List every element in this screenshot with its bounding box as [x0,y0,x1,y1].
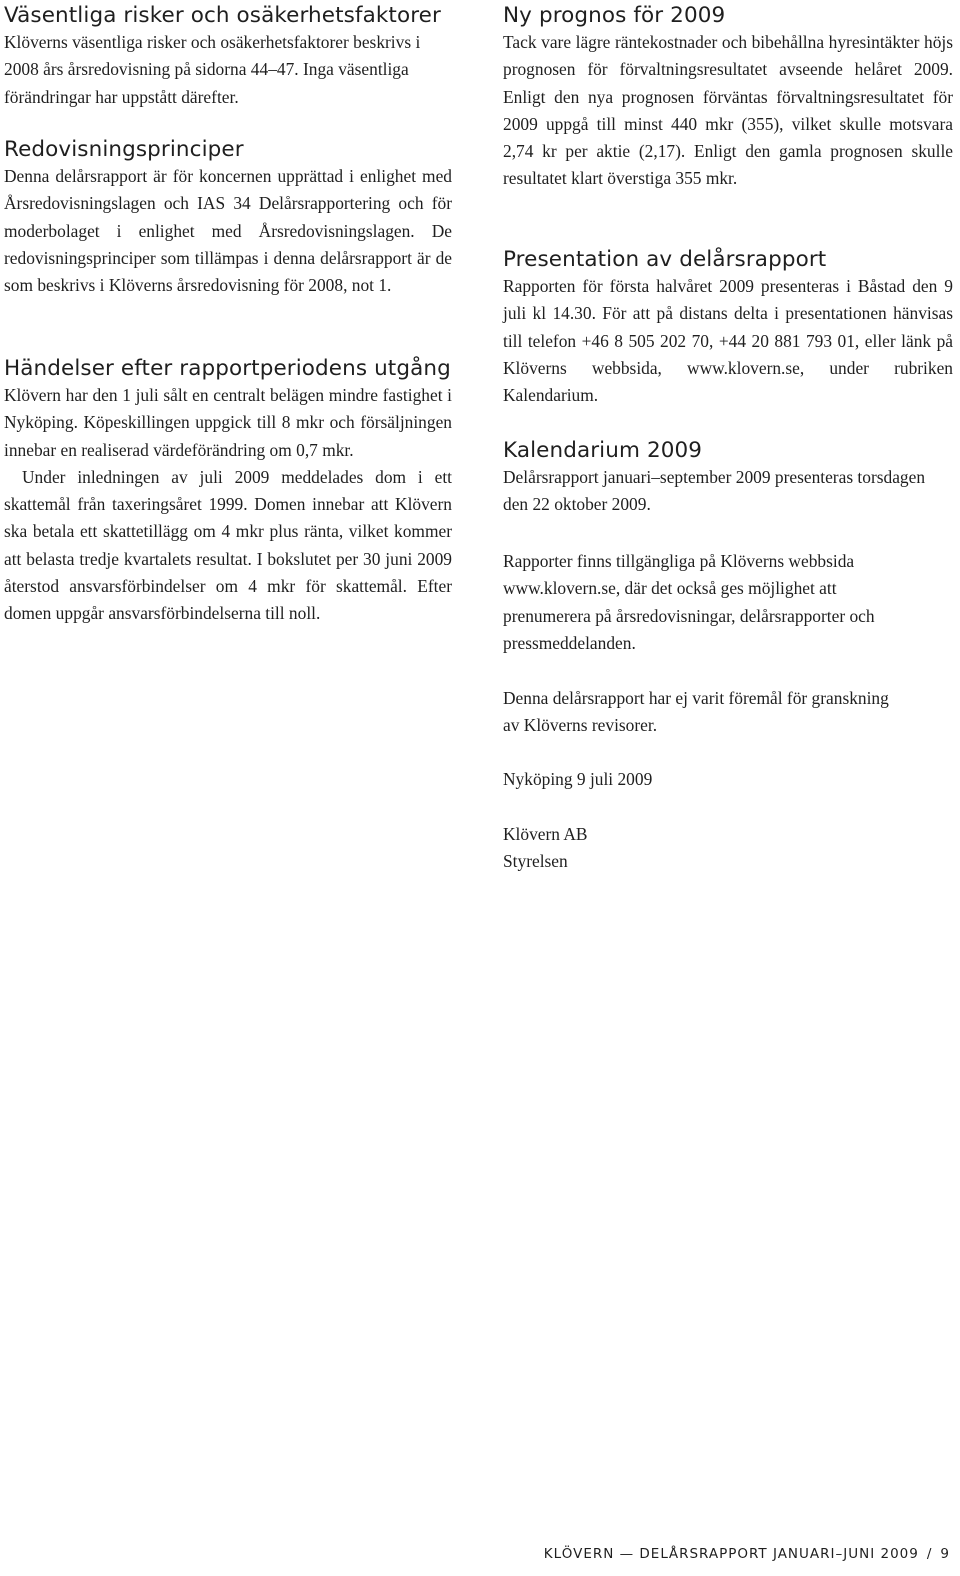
events-heading: Händelser efter rapportperiodens utgång [4,356,451,381]
reports-availability-text: Rapporter finns tillgängliga på Klöverns webbsida www.klovern.se, där det också ges möjlighet att prenumerera på årsredovisningar, delårsrapporter och pressmeddelanden. [503,551,875,653]
footer-separator: / [926,1546,933,1562]
principles-heading: Redovisningsprinciper [4,137,244,162]
footer-title: KLÖVERN — DELÅRSRAPPORT JANUARI–JUNI 2009 [543,1546,919,1562]
signature-block [503,821,588,876]
calendar-body: Delårsrapport januari–september 2009 presenteras torsdagen den 22 oktober 2009. [503,467,926,515]
presentation-body: Rapporten för första halvåret 2009 presenteras i Båstad den 9 juli kl 14.30. För att på distans delta i presentationen hänvisas till telefon +46 8 505 202 70, +44 20 881 793 01, eller länk på Klöverns webbsida, www.klovern.se, under rubriken Kalendarium. [503,276,953,406]
forecast-body: Tack vare lägre räntekostnader och bibehållna hyresintäkter höjs prognosen för förvaltningsresultatet avseende helåret 2009. Enligt den nya prognosen förväntas förvaltningsresultatet för 2009 uppgå till minst 440 mkr (355), vilket skulle motsvara 2,74 kr per aktie (2,17). Enligt den gamla prognosen skulle resultatet klart överstiga 355 mkr. [503,32,953,189]
page-footer [544,1546,950,1562]
principles-body: Denna delårsrapport är för koncernen upprättad i enlighet med Årsredovisningslagen och IAS 34 Delårsrapportering och för moderbolaget i enlighet med Årsredovisningslagen. De redovisningsprinciper som tillämpas i denna delårsrapport är de som beskrivs i Klöverns årsredovisning för 2008, not 1. [4,166,452,296]
forecast-heading: Ny prognos för 2009 [503,3,726,28]
place-and-date: Nyköping 9 juli 2009 [503,769,653,789]
signature-board: Styrelsen [503,851,568,872]
risks-heading: Väsentliga risker och osäkerhetsfaktorer [4,3,441,28]
calendar-heading: Kalendarium 2009 [503,438,703,463]
risks-body: Klöverns väsentliga risker och osäkerhetsfaktorer beskrivs i 2008 års årsredovisning på sidorna 44–47. Inga väsentliga förändringar har uppstått därefter. [4,32,421,107]
signature-company: Klövern AB [503,824,588,844]
forecast-section [503,2,955,193]
presentation-heading: Presentation av delårsrapport [503,247,827,272]
risks-section [4,2,456,111]
page-number: 9 [940,1546,950,1562]
calendar-section [503,437,955,519]
presentation-section [503,246,955,409]
events-body-1: Klövern har den 1 juli sålt en centralt belägen mindre fastighet i Nyköping. Köpeskillingen uppgick till 8 mkr och försäljningen innebar en realiserad värdeförändring om 0,7 mkr. [4,385,452,460]
events-body-2: Under inledningen av juli 2009 meddelades dom i ett skattemål från taxeringsåret 1999. Domen innebar att Klövern ska betala ett skattetillägg om 4 mkr plus ränta, vilket kommer att belasta tredje kvartalets resultat. I bokslutet per 30 juni 2009 återstod ansvarsförbindelser om 4 mkr för skattemål. Efter domen uppgår ansvarsförbindelserna till noll. [4,466,452,624]
audit-statement: Denna delårsrapport har ej varit föremål för granskning av Klöverns revisorer. [503,688,889,736]
events-section [4,355,456,628]
principles-section [4,136,456,299]
